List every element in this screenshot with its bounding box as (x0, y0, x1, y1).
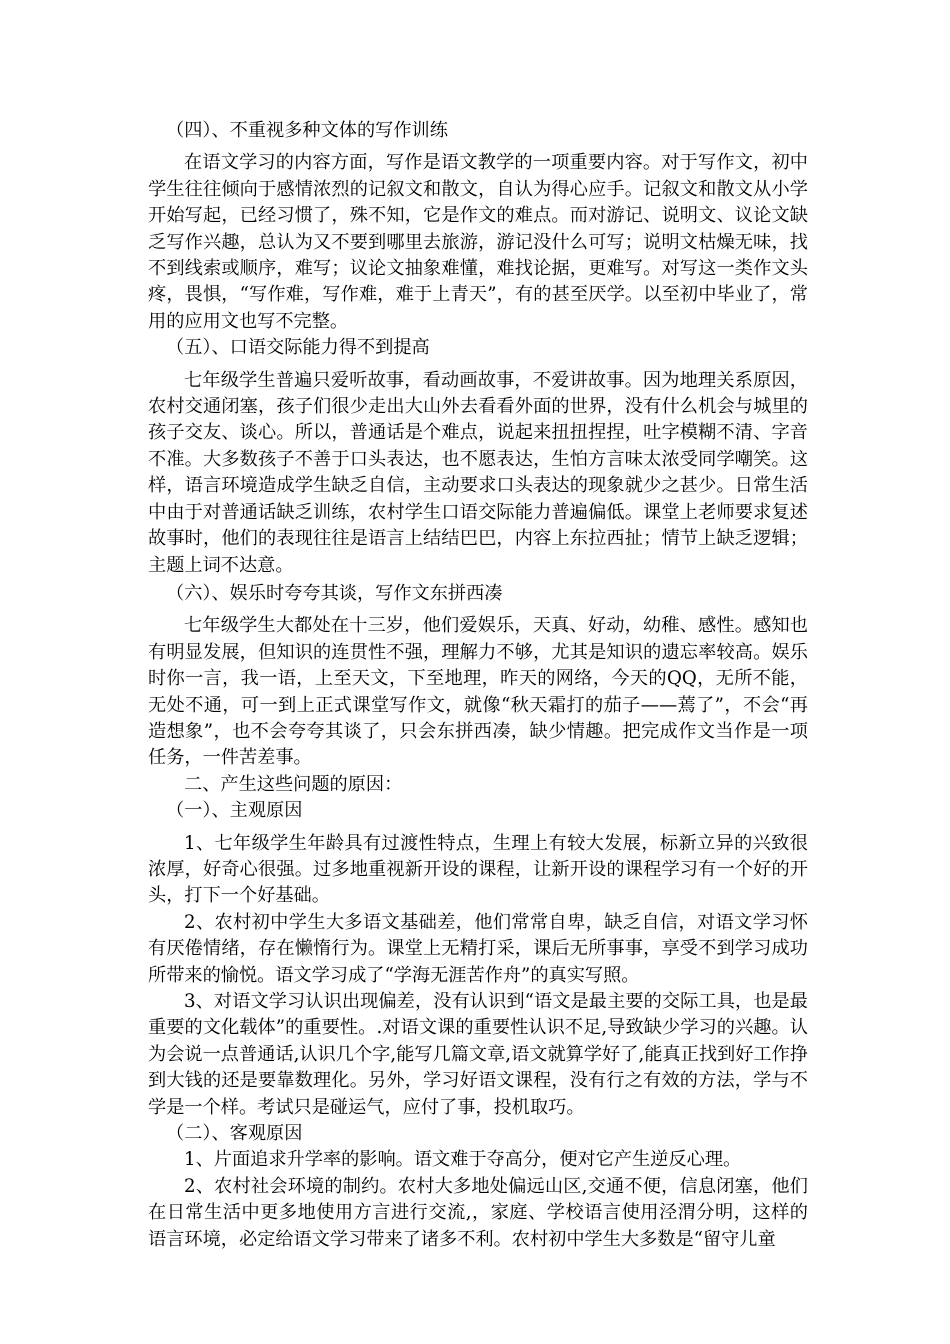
section-heading-causes: 二、产生这些问题的原因： (184, 773, 403, 795)
list-item-objective-2: 2、农村社会环境的制约。农村大多地处偏远山区,交通不便，信息闭塞，他们在日常生活中更多地使用方言进行交流,，家庭、学校语言使用泾渭分明，这样的语言环境，必定给语文学习带来了诸多不利。农村初中学生大多数是“留守儿童 (148, 1175, 808, 1250)
section-heading-4: （四）、不重视多种文体的写作训练 (166, 120, 448, 141)
list-item-subjective-1: 1、七年级学生年龄具有过渡性特点，生理上有较大发展，标新立异的兴致很浓厚，好奇心很强。过多地重视新开设的课程，让新开设的课程学习有一个好的开头，打下一个好基础。 (148, 832, 808, 907)
section-heading-5: （五）、口语交际能力得不到提高 (166, 337, 430, 359)
list-item-subjective-3: 3、对语文学习认识出现偏差，没有认识到“语文是最主要的交际工具，也是最重要的文化载体”的重要性。.对语文课的重要性认识不足,导致缺少学习的兴趣。认为会说一点普通话,认识几个字,能写几篇文章,语文就算学好了,能真正找到好工作挣到大钱的还是要靠数理化。另外，学习好语文课程，没有行之有效的方法，学与不学是一个样。考试只是碰运气，应付了事，投机取巧。 (148, 991, 808, 1118)
subheading-subjective-causes: （一）、主观原因 (166, 800, 303, 822)
document-body (148, 118, 808, 1253)
subheading-objective-causes: （二）、客观原因 (166, 1123, 303, 1145)
list-item-objective-1: 1、片面追求升学率的影响。语文难于夺高分，便对它产生逆反心理。 (184, 1149, 742, 1171)
paragraph-oral-communication: 七年级学生普遍只爱听故事，看动画故事，不爱讲故事。因为地理关系原因，农村交通闭塞，孩子们很少走出大山外去看看外面的世界，没有什么机会与城里的孩子交友、谈心。所以，普通话是个难点，说起来扭扭捏捏，吐字模糊不清、字音不准。大多数孩子不善于口头表达，也不愿表达，生怕方言味太浓受同学嘲笑。这样，语言环境造成学生缺乏自信，主动要求口头表达的现象就少之甚少。日常生活中由于对普通话缺乏训练，农村学生口语交际能力普遍偏低。课堂上老师要求复述故事时，他们的表现往往是语言上结结巴巴，内容上东拉西扯；情节上缺乏逻辑；主题上词不达意。 (148, 369, 808, 576)
list-item-subjective-2: 2、农村初中学生大多语文基础差，他们常常自卑，缺乏自信，对语文学习怀有厌倦情绪，存在懒惰行为。课堂上无精打采，课后无所事事，享受不到学习成功所带来的愉悦。语文学习成了“学海无涯苦作舟”的真实写照。 (148, 911, 808, 986)
paragraph-writing-genres: 在语文学习的内容方面，写作是语文教学的一项重要内容。对于写作文，初中学生往往倾向于感情浓烈的记叙文和散文，自认为得心应手。记叙文和散文从小学开始写起，已经习惯了，殊不知，它是作文的难点。而对游记、说明文、议论文缺乏写作兴趣，总认为又不要到哪里去旅游，游记没什么可写；说明文枯燥无味，找不到线索或顺序，难写；议论文抽象难懂，难找论据，更难写。对写这一类作文头疼，畏惧，“写作难，写作难，难于上青天”，有的甚至厌学。以至初中毕业了，常用的应用文也写不完整。 (148, 152, 808, 332)
section-heading-6: （六）、娱乐时夸夸其谈，写作文东拼西凑 (166, 582, 503, 604)
paragraph-entertainment-writing: 七年级学生大都处在十三岁，他们爱娱乐，天真、好动，幼稚、感性。感知也有明显发展，但知识的连贯性不强，理解力不够，尤其是知识的遗忘率较高。娱乐时你一言，我一语，上至天文，下至地理，昨天的网络，今天的QQ，无所不能，无处不通，可一到上正式课堂写作文，就像“秋天霜打的茄子——蔫了”，不会“再造想象”，也不会夸夸其谈了，只会东拼西凑，缺少情趣。把完成作文当作是一项任务，一件苦差事。 (148, 615, 808, 769)
